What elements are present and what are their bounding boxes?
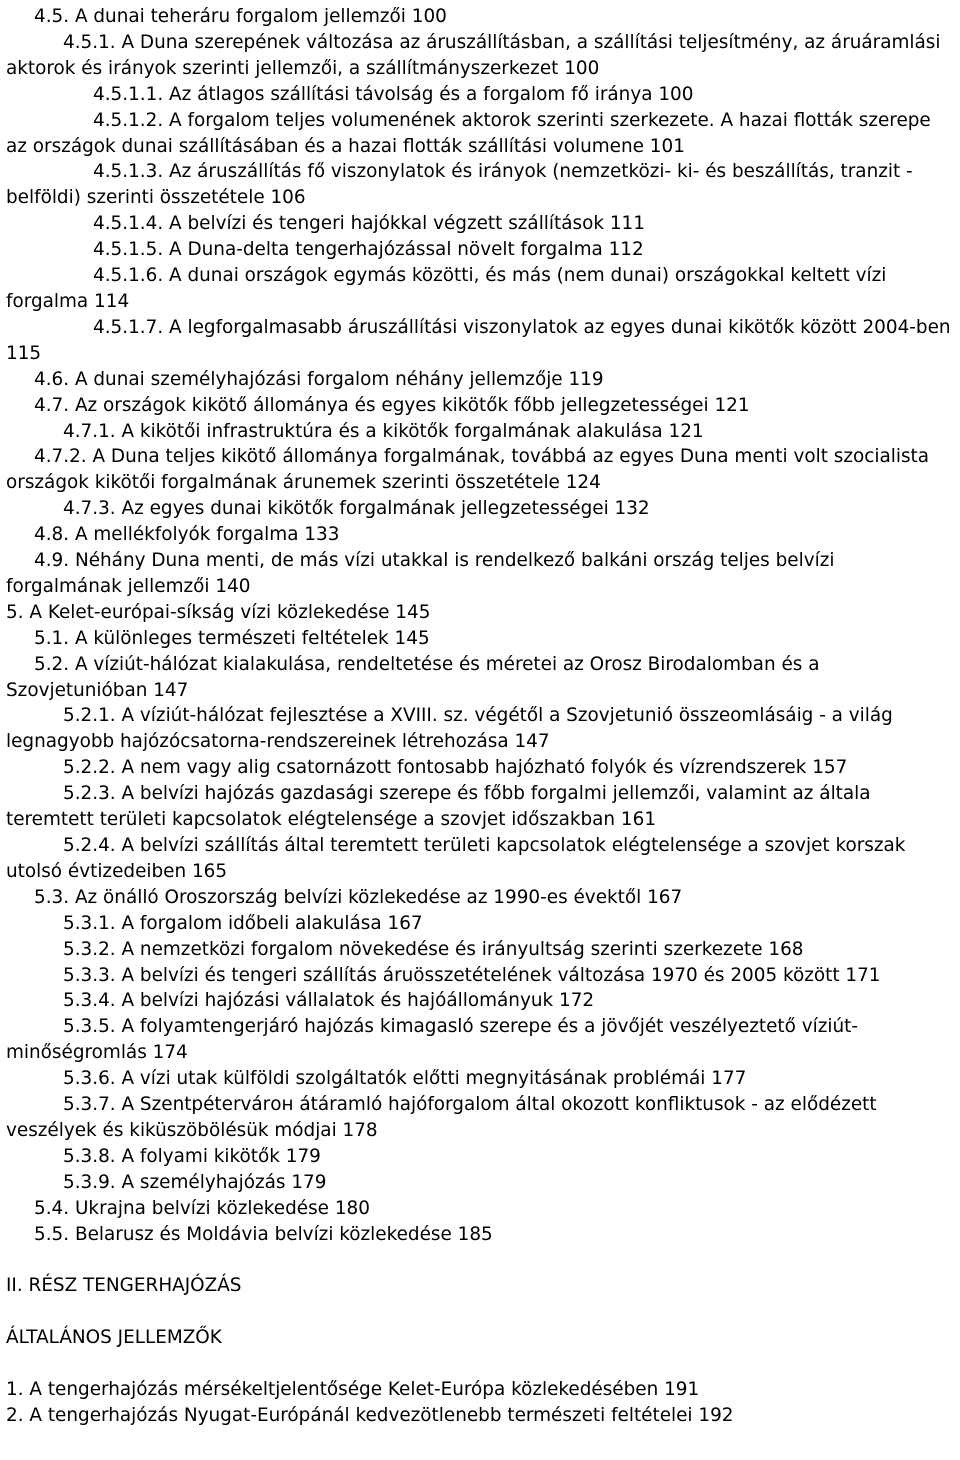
toc-entry-title: A belvízi szállítás által teremtett területi kapcsolatok elégtelensége a szovjet korszak utolsó évtizedeiben 165 (6, 835, 906, 882)
toc-entry (6, 367, 952, 393)
toc-entry-title: Az egyes dunai kikötők forgalmának jellegzetességei 132 (121, 498, 650, 520)
toc-entry-number: 4.5.1.6. (93, 265, 164, 287)
toc-entry-title: A kikötői infrastruktúra és a kikötők forgalmának alakulása 121 (121, 420, 704, 442)
toc-entry-number: 5.3.8. (63, 1145, 116, 1167)
toc-entry (6, 1092, 952, 1144)
toc-entry (6, 988, 952, 1014)
toc-entry-number: 5. (6, 601, 24, 623)
toc-entry (6, 419, 952, 445)
toc-entry-number: 4.7.3. (63, 498, 116, 520)
toc-entry-number: 5.3.4. (63, 990, 116, 1012)
toc-entry-number: 5.2.2. (63, 757, 116, 779)
toc-entry-title: A dunai személyhajózási forgalom néhány jellemzője 119 (74, 368, 604, 390)
toc-entry-number: 5.4. (34, 1197, 70, 1219)
toc-entry (6, 1377, 952, 1403)
toc-entry-title: A nem vagy alig csatornázott fontosabb hajózható folyók és vízrendszerek 157 (121, 757, 848, 779)
toc-entry-title: Az önálló Oroszország belvízi közlekedése az 1990-es évektől 167 (74, 886, 683, 908)
toc-entry-title: A személyhajózás 179 (121, 1171, 327, 1193)
toc-entry (6, 30, 952, 82)
toc-entry (6, 755, 952, 781)
spacer (6, 1248, 952, 1274)
toc-entry-number: 4.5.1. (63, 31, 116, 53)
toc-entry (6, 963, 952, 989)
toc-entry (6, 522, 952, 548)
toc-entry-title: Az átlagos szállítási távolság és a forgalom fő iránya 100 (169, 83, 694, 105)
toc-entry-number: 5.2.4. (63, 835, 116, 856)
toc-entry-title: A belvízi és tengeri hajókkal végzett szállítások 111 (169, 213, 645, 235)
toc-entry-title: A forgalom időbeli alakulása 167 (121, 912, 423, 934)
toc-entry-number: 5.3.5. (63, 1016, 116, 1038)
part-heading: II. RÉSZ TENGERHAJÓZÁS (6, 1275, 242, 1297)
toc-entry-number: 4.7.1. (63, 420, 116, 442)
toc-entry-title: Ukrajna belvízi közlekedése 180 (74, 1197, 370, 1219)
toc-entry-number: 5.3.3. (63, 964, 116, 986)
toc-entry-title: A belvízi hajózási vállalatok és hajóállományuk 172 (121, 990, 595, 1012)
toc-entry-number: 4.5. (34, 6, 70, 27)
toc-entry-title: A mellékfolyók forgalma 133 (74, 524, 340, 546)
toc-entry-number: 4.8. (34, 524, 70, 546)
toc-entry-title: A víziút-hálózat kialakulása, rendeltetése és méretei az Orosz Birodalomban és a Szovjetunióban 147 (6, 653, 820, 701)
toc-entry-number: 4.7.2. (34, 446, 87, 468)
toc-entry-number: 4.5.1.7. (93, 316, 164, 338)
toc-entry-number: 5.5. (34, 1223, 70, 1245)
toc-entry-title: Belarusz és Moldávia belvízi közlekedése 185 (74, 1223, 493, 1245)
toc-entry-title: Néhány Duna menti, de más vízi utakkal is rendelkező balkáni ország teljes belvízi forgalmának jellemzői 140 (6, 550, 835, 597)
toc-entry-number: 5.2.3. (63, 783, 116, 805)
toc-entry (6, 263, 952, 315)
toc-entry-title: A tengerhajózás Nyugat-Európánál kedvezötlenebb természeti feltételei 192 (29, 1404, 734, 1426)
toc-entry-number: 4.7. (34, 394, 70, 416)
tail-list (6, 1377, 952, 1429)
toc-entry (6, 1196, 952, 1222)
toc-entry-number: 4.5.1.3. (93, 161, 164, 183)
toc-entry-number: 5.3.7. (63, 1094, 116, 1116)
toc-entry-title: A Duna szerepének változása az áruszállításban, a szállítási teljesítmény, az áruáramlási aktorok és irányok szerinti jellemzői, a szállítmányszerkezet 100 (6, 31, 941, 79)
spacer (6, 1351, 952, 1377)
toc-entry (6, 1222, 952, 1248)
toc-entry (6, 548, 952, 600)
toc-entry-title: A forgalom teljes volumenének aktorok szerinti szerkezete. A hazai flották szerepe az országok dunai szállításában és a hazai flották szállítási volumene 101 (6, 109, 931, 157)
toc-entry-title: Az országok kikötő állománya és egyes kikötők főbb jellegzetességei 121 (74, 394, 750, 416)
toc-entry-number: 5.2.1. (63, 705, 116, 727)
toc-entry-title: A tengerhajózás mérsékeltjelentősége Kelet-Európa közlekedésében 191 (29, 1378, 700, 1400)
toc-entry-number: 1. (6, 1378, 24, 1400)
toc-entry-title: A dunai országok egymás közötti, és más (nem dunai) országokkal keltett vízi forgalma 114 (6, 265, 887, 312)
toc-entry-number: 5.3.6. (63, 1068, 116, 1090)
toc-entry-number: 5.1. (34, 627, 70, 649)
toc-list (6, 4, 952, 1248)
toc-entry (6, 1014, 952, 1066)
toc-entry (6, 600, 952, 626)
toc-entry-title: A nemzetközi forgalom növekedése és irányultság szerinti szerkezete 168 (121, 938, 804, 960)
spacer (6, 1299, 952, 1325)
toc-entry-number: 4.6. (34, 368, 70, 390)
toc-entry (6, 781, 952, 833)
toc-entry (6, 833, 952, 885)
toc-entry-title: A folyamtengerjáró hajózás kimagasló szerepe és a jövőjét veszélyeztető víziút-minőségromlás 174 (6, 1016, 858, 1064)
toc-entry-number: 5.3.2. (63, 938, 116, 960)
toc-entry (6, 108, 952, 160)
toc-entry (6, 496, 952, 522)
toc-entry-title: A Szentpétervárон átáramló hajóforgalom által okozott konfliktusok - az elődézett veszélyek és kiküszöbölésük módjai 178 (6, 1094, 877, 1141)
toc-entry (6, 652, 952, 704)
toc-entry-number: 4.5.1.2. (93, 109, 164, 131)
toc-entry-title: A Duna-delta tengerhajózással növelt forgalma 112 (169, 239, 644, 261)
toc-entry-title: A víziút-hálózat fejlesztése a XVIII. sz. végétől a Szovjetunió összeomlásáig - a világ legnagyobb hajózócsatorna-rendszereinek létrehozása 147 (6, 705, 893, 753)
toc-entry (6, 937, 952, 963)
toc-entry (6, 211, 952, 237)
toc-entry-number: 5.3.1. (63, 912, 116, 934)
toc-entry-number: 4.5.1.1. (93, 83, 164, 105)
toc-entry-title: A belvízi és tengeri szállítás áruösszetételének változása 1970 és 2005 között 171 (121, 964, 881, 986)
toc-entry-number: 4.5.1.5. (93, 239, 164, 261)
toc-entry-title: A folyami kikötők 179 (121, 1145, 321, 1167)
toc-entry (6, 444, 952, 496)
toc-entry-title: A legforgalmasabb áruszállítási viszonylatok az egyes dunai kikötők között 2004-ben 115 (6, 316, 951, 364)
toc-entry (6, 911, 952, 937)
toc-entry (6, 1066, 952, 1092)
toc-entry-number: 5.2. (34, 653, 70, 675)
toc-entry-title: A Duna teljes kikötő állománya forgalmának, továbbá az egyes Duna menti volt szocialista országok kikötői forgalmának árunemek szerinti összetétele 124 (6, 446, 930, 494)
toc-entry (6, 1170, 952, 1196)
toc-entry (6, 315, 952, 367)
toc-entry-number: 5.3. (34, 886, 70, 908)
toc-entry-title: A különleges természeti feltételek 145 (74, 627, 430, 649)
toc-entry (6, 237, 952, 263)
toc-entry (6, 4, 952, 30)
toc-entry (6, 626, 952, 652)
toc-entry-title: A belvízi hajózás gazdasági szerepe és főbb forgalmi jellemzői, valamint az általa teremtett területi kapcsolatok elégtelensége a szovjet időszakban 161 (6, 783, 871, 831)
toc-entry (6, 159, 952, 211)
toc-entry-number: 2. (6, 1404, 24, 1426)
toc-entry-title: Az áruszállítás fő viszonylatok és irányok (nemzetközi- ki- és beszállítás, tranzit - belföldi) szerinti összetétele 106 (6, 161, 913, 209)
toc-entry-number: 4.5.1.4. (93, 213, 164, 235)
general-heading: ÁLTALÁNOS JELLEMZŐK (6, 1327, 222, 1349)
toc-entry-title: A Kelet-európai-síkság vízi közlekedése 145 (29, 601, 431, 623)
toc-entry (6, 1403, 952, 1429)
toc-entry (6, 82, 952, 108)
toc-entry-title: A dunai teheráru forgalom jellemzői 100 (74, 6, 447, 27)
toc-entry-title: A vízi utak külföldi szolgáltatók előtti megnyitásának problémái 177 (121, 1068, 747, 1090)
toc-entry-number: 5.3.9. (63, 1171, 116, 1193)
toc-entry (6, 393, 952, 419)
toc-entry (6, 885, 952, 911)
toc-entry-number: 4.9. (34, 550, 70, 572)
toc-entry (6, 703, 952, 755)
toc-entry (6, 1144, 952, 1170)
